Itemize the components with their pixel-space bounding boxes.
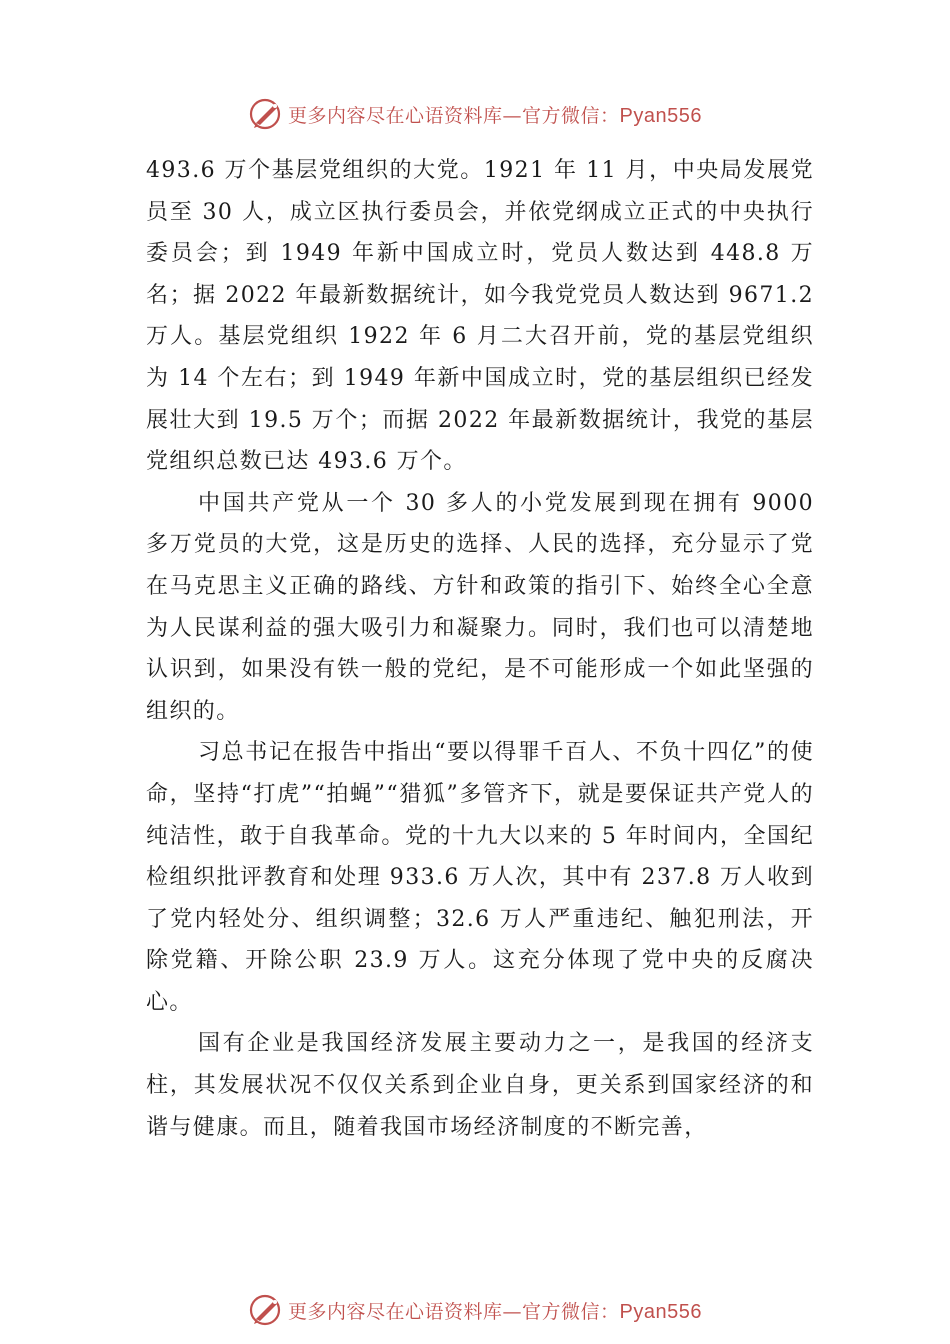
pen-logo-icon: [248, 1292, 284, 1328]
header-banner: [0, 92, 950, 136]
header-banner-text: 更多内容尽在心语资料库—官方微信：Pyan556: [288, 104, 702, 127]
paragraph: 国有企业是我国经济发展主要动力之一，是我国的经济支柱，其发展状况不仅仅关系到企业自身，更关系到国家经济的和谐与健康。而且，随着我国市场经济制度的不断完善，: [146, 1031, 814, 1140]
paragraph: 493.6 万个基层党组织的大党。1921 年 11 月，中央局发展党员至 30 人，成立区执行委员会，并依党纲成立正式的中央执行委员会；到 1949 年新中国成立时，党员人数达到 448.8 万名；据 2022 年最新数据统计，如今我党党员人数达到 9671.2 万人。基层党组织 1922 年 6 月二大召开前，党的基层党组织为 14 个左右；到 1949 年新中国成立时，党的基层组织已经发展壮大到 19.5 万个；而据 2022 年最新数据统计，我党的基层党组织总数已达 493.6 万个。: [146, 158, 814, 475]
footer-banner-text: 更多内容尽在心语资料库—官方微信：Pyan556: [288, 1300, 702, 1323]
footer-banner: [0, 1288, 950, 1332]
paragraph: 中国共产党从一个 30 多人的小党发展到现在拥有 9000 多万党员的大党，这是历史的选择、人民的选择，充分显示了党在马克思主义正确的路线、方针和政策的指引下、始终全心全意为人民谋利益的强大吸引力和凝聚力。同时，我们也可以清楚地认识到，如果没有铁一般的党纪，是不可能形成一个如此坚强的组织的。: [146, 490, 814, 724]
pen-logo-icon: [248, 96, 284, 132]
header-wechat-id: Pyan556: [619, 104, 702, 127]
paragraph: 习总书记在报告中指出“要以得罪千百人、不负十四亿”的使命，坚持“打虎”“拍蝇”“猎狐”多管齐下，就是要保证共产党人的纯洁性，敢于自我革命。党的十九大以来的 5 年时间内，全国纪检组织批评教育和处理 933.6 万人次，其中有 237.8 万人收到了党内轻处分、组织调整；32.6 万人严重违纪、触犯刑法，开除党籍、开除公职 23.9 万人。这充分体现了党中央的反腐决心。: [146, 740, 814, 1015]
footer-wechat-id: Pyan556: [619, 1300, 702, 1323]
document-body: [146, 150, 814, 1148]
